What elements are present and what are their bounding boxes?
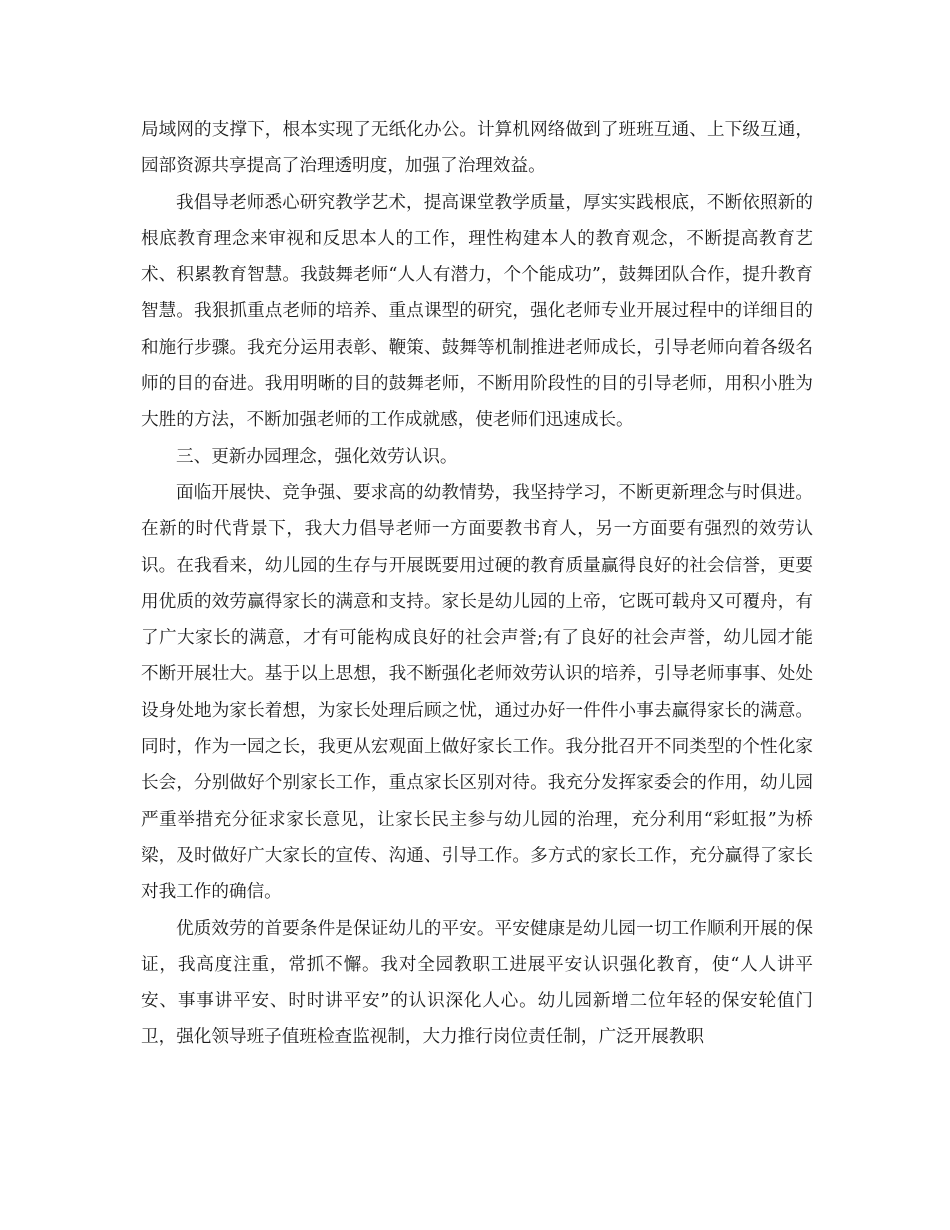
paragraph-network-office: 局域网的支撑下，根本实现了无纸化办公。计算机网络做到了班班互通、上下级互通，园部资源共享提高了治理透明度，加强了治理效益。 [141,120,813,177]
section-heading-service-awareness: 三、更新办园理念，强化效劳认识。 [176,446,458,467]
paragraph-teacher-development: 我倡导老师悉心研究教学艺术，提高课堂教学质量，厚实实践根底，不断依照新的根底教育理念来审视和反思本人的工作，理性构建本人的教育观念，不断提高教育艺术、积累教育智慧。我鼓舞老师“人人有潜力，个个能成功”，鼓舞团队合作，提升教育智慧。我狠抓重点老师的培养、重点课型的研究，强化老师专业开展过程中的详细目的和施行步骤。我充分运用表彰、鞭策、鼓舞等机制推进老师成长，引导老师向着各级名师的目的奋进。我用明晰的目的鼓舞老师，不断用阶段性的目的引导老师，用积小胜为大胜的方法，不断加强老师的工作成就感，使老师们迅速成长。 [141,192,813,431]
document-body [141,112,813,1056]
paragraph-service-philosophy: 面临开展快、竞争强、要求高的幼教情势，我坚持学习，不断更新理念与时俱进。在新的时代背景下，我大力倡导老师一方面要教书育人，另一方面要有强烈的效劳认识。在我看来，幼儿园的生存与开展既要用过硬的教育质量赢得良好的社会信誉，更要用优质的效劳赢得家长的满意和支持。家长是幼儿园的上帝，它既可载舟又可覆舟，有了广大家长的满意，才有可能构成良好的社会声誉;有了良好的社会声誉，幼儿园才能不断开展壮大。基于以上思想，我不断强化老师效劳认识的培养，引导老师事事、处处设身处地为家长着想，为家长处理后顾之忧，通过办好一件件小事去赢得家长的满意。同时，作为一园之长，我更从宏观面上做好家长工作。我分批召开不同类型的个性化家长会，分别做好个别家长工作，重点家长区别对待。我充分发挥家委会的作用，幼儿园严重举措充分征求家长意见，让家长民主参与幼儿园的治理，充分利用“彩虹报”为桥梁，及时做好广大家长的宣传、沟通、引导工作。多方式的家长工作，充分赢得了家长对我工作的确信。 [141,482,813,903]
paragraph-child-safety: 优质效劳的首要条件是保证幼儿的平安。平安健康是幼儿园一切工作顺利开展的保证，我高度注重，常抓不懈。我对全园教职工进展平安认识强化教育，使“人人讲平安、事事讲平安、时时讲平安”的认识深化人心。幼儿园新增二位年轻的保安轮值门卫，强化领导班子值班检查监视制，大力推行岗位责任制，广泛开展教职 [141,918,813,1048]
